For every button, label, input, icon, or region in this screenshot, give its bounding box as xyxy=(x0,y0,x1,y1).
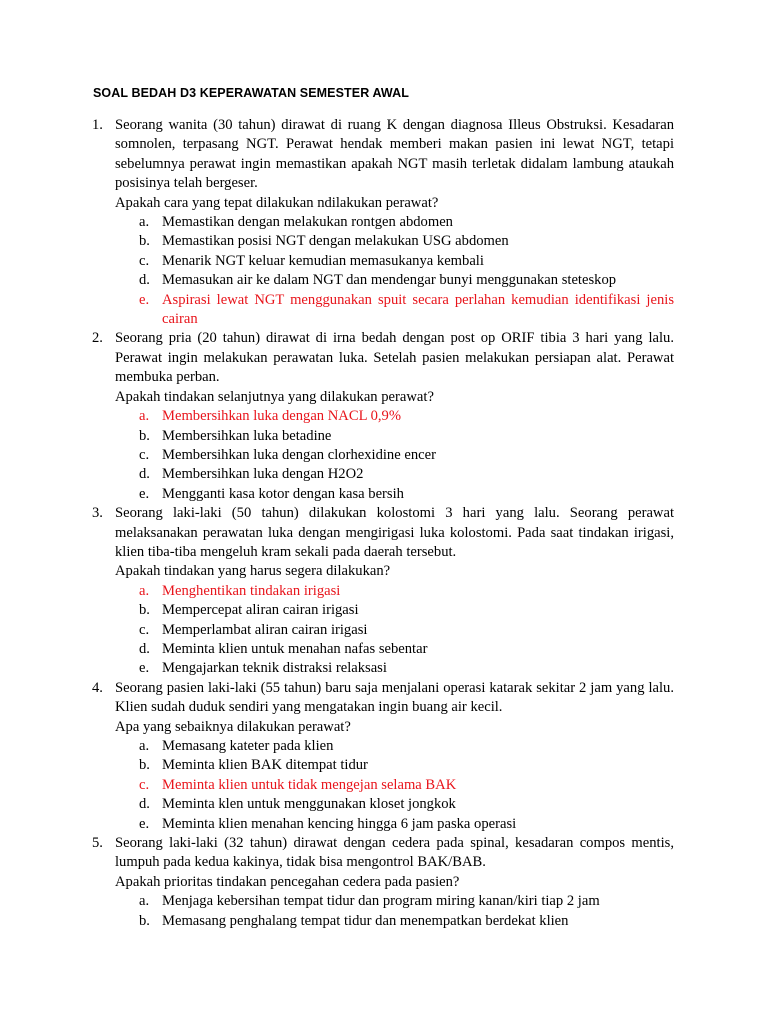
question-number: 4. xyxy=(92,679,103,696)
answer-option xyxy=(139,756,674,775)
question-prompt: Apa yang sebaiknya dilakukan perawat? xyxy=(115,718,351,735)
option-text: Menghentikan tindakan irigasi xyxy=(162,582,341,599)
option-letter: e. xyxy=(139,660,150,677)
option-letter: c. xyxy=(139,252,150,269)
option-text: Memastikan dengan melakukan rontgen abdomen xyxy=(162,214,453,231)
answer-option xyxy=(139,271,674,290)
option-letter: b. xyxy=(139,427,150,444)
option-letter: d. xyxy=(139,796,150,813)
option-text: Memasukan air ke dalam NGT dan mendengar bunyi menggunakan steteskop xyxy=(162,272,617,289)
question-list xyxy=(92,116,674,931)
option-text: Meminta klen untuk menggunakan kloset jongkok xyxy=(162,796,456,813)
option-letter: a. xyxy=(139,214,150,231)
option-text: Membersihkan luka dengan H2O2 xyxy=(162,466,364,483)
question-text: Seorang wanita (30 tahun) dirawat di ruang K dengan diagnosa Illeus Obstruksi. Kesadaran somnolen, terpasang NGT. Perawat hendak memberi makan pasien ini lewat NGT, tetapi sebelumnya perawat ingin memastikan apakah NGT masih terletak didalam lambung ataukah posisinya telah bergeser. xyxy=(115,117,674,192)
answer-option xyxy=(139,446,674,465)
question-prompt: Apakah prioritas tindakan pencegahan cedera pada pasien? xyxy=(115,873,460,890)
answer-option-correct xyxy=(139,582,674,601)
answer-option xyxy=(139,640,674,659)
answer-option xyxy=(139,465,674,484)
option-text: Meminta klien BAK ditempat tidur xyxy=(162,757,368,774)
option-letter: c. xyxy=(139,776,150,793)
option-list xyxy=(115,892,674,931)
answer-option xyxy=(139,252,674,271)
question-number: 5. xyxy=(92,835,103,852)
option-letter: b. xyxy=(139,233,150,250)
question-text: Seorang laki-laki (32 tahun) dirawat dengan cedera pada spinal, kesadaran compos mentis, lumpuh pada kedua kakinya, tidak bisa mengontrol BAK/BAB. xyxy=(115,835,674,871)
question-text: Seorang pria (20 tahun) dirawat di irna bedah dengan post op ORIF tibia 3 hari yang lalu. Perawat ingin melakukan perawatan luka. Setelah pasien melakukan persiapan alat. Perawat membuka perban. xyxy=(115,330,674,386)
answer-option xyxy=(139,621,674,640)
option-text: Mengganti kasa kotor dengan kasa bersih xyxy=(162,485,404,502)
option-text: Membersihkan luka dengan clorhexidine encer xyxy=(162,446,436,463)
option-list xyxy=(115,407,674,504)
option-letter: a. xyxy=(139,582,150,599)
question-text: Seorang laki-laki (50 tahun) dilakukan kolostomi 3 hari yang lalu. Seorang perawat melaksanakan perawatan luka dengan mengirigasi luka kolostomi. Pada saat tindakan irigasi, klien tiba-tiba mengeluh kram sekali pada daerah tersebut. xyxy=(115,505,674,560)
question-number: 2. xyxy=(92,330,103,347)
option-letter: e. xyxy=(139,485,150,502)
answer-option xyxy=(139,815,674,834)
option-letter: d. xyxy=(139,640,150,657)
answer-option xyxy=(139,232,674,251)
option-letter: b. xyxy=(139,757,150,774)
option-letter: b. xyxy=(139,602,150,619)
option-text: Memastikan posisi NGT dengan melakukan USG abdomen xyxy=(162,233,509,250)
option-list xyxy=(115,737,674,834)
option-letter: a. xyxy=(139,408,150,425)
option-letter: c. xyxy=(139,621,150,638)
question-text: Seorang pasien laki-laki (55 tahun) baru saja menjalani operasi katarak sekitar 2 jam yang lalu. Klien sudah duduk sendiri yang mengatakan ingin buang air kecil. xyxy=(115,679,674,716)
option-letter: e. xyxy=(139,291,150,308)
option-list xyxy=(115,582,674,679)
question-number: 1. xyxy=(92,117,103,133)
option-text: Menarik NGT keluar kemudian memasukanya kembali xyxy=(162,252,484,269)
question-item xyxy=(92,116,674,329)
question-item xyxy=(92,834,674,931)
option-list xyxy=(115,213,674,329)
option-text: Membersihkan luka betadine xyxy=(162,427,332,444)
option-text: Memasang penghalang tempat tidur dan menempatkan berdekat klien xyxy=(162,912,569,929)
question-prompt: Apakah tindakan yang harus segera dilakukan? xyxy=(115,563,391,580)
option-letter: d. xyxy=(139,272,150,289)
option-text: Meminta klien untuk tidak mengejan selama BAK xyxy=(162,776,457,793)
answer-option-correct xyxy=(139,776,674,795)
option-letter: a. xyxy=(139,893,150,910)
answer-option xyxy=(139,601,674,620)
question-item xyxy=(92,679,674,834)
answer-option-correct xyxy=(139,291,674,330)
option-letter: b. xyxy=(139,912,150,929)
page-title: SOAL BEDAH D3 KEPERAWATAN SEMESTER AWAL xyxy=(93,86,409,100)
answer-option xyxy=(139,912,674,931)
question-item xyxy=(92,504,674,679)
option-letter: c. xyxy=(139,446,150,463)
question-number: 3. xyxy=(92,505,103,522)
question-item xyxy=(92,329,674,504)
option-text: Mempercepat aliran cairan irigasi xyxy=(162,602,359,619)
answer-option xyxy=(139,427,674,446)
question-prompt: Apakah tindakan selanjutnya yang dilakukan perawat? xyxy=(115,388,434,405)
option-letter: a. xyxy=(139,738,150,754)
answer-option-correct xyxy=(139,407,674,426)
answer-option xyxy=(139,485,674,504)
option-letter: d. xyxy=(139,466,150,483)
answer-option xyxy=(139,795,674,814)
option-text: Meminta klien untuk menahan nafas sebentar xyxy=(162,640,428,657)
answer-option xyxy=(139,737,674,756)
option-text: Memperlambat aliran cairan irigasi xyxy=(162,621,368,638)
option-text: Aspirasi lewat NGT menggunakan spuit secara perlahan kemudian identifikasi jenis cairan xyxy=(162,291,674,328)
option-text: Mengajarkan teknik distraksi relaksasi xyxy=(162,660,387,677)
option-text: Meminta klien menahan kencing hingga 6 jam paska operasi xyxy=(162,815,517,832)
option-text: Menjaga kebersihan tempat tidur dan program miring kanan/kiri tiap 2 jam xyxy=(162,893,600,910)
answer-option xyxy=(139,659,674,678)
question-prompt: Apakah cara yang tepat dilakukan ndilakukan perawat? xyxy=(115,194,439,211)
option-text: Memasang kateter pada klien xyxy=(162,738,334,754)
answer-option xyxy=(139,892,674,911)
option-letter: e. xyxy=(139,815,150,832)
option-text: Membersihkan luka dengan NACL 0,9% xyxy=(162,408,401,425)
answer-option xyxy=(139,213,674,232)
